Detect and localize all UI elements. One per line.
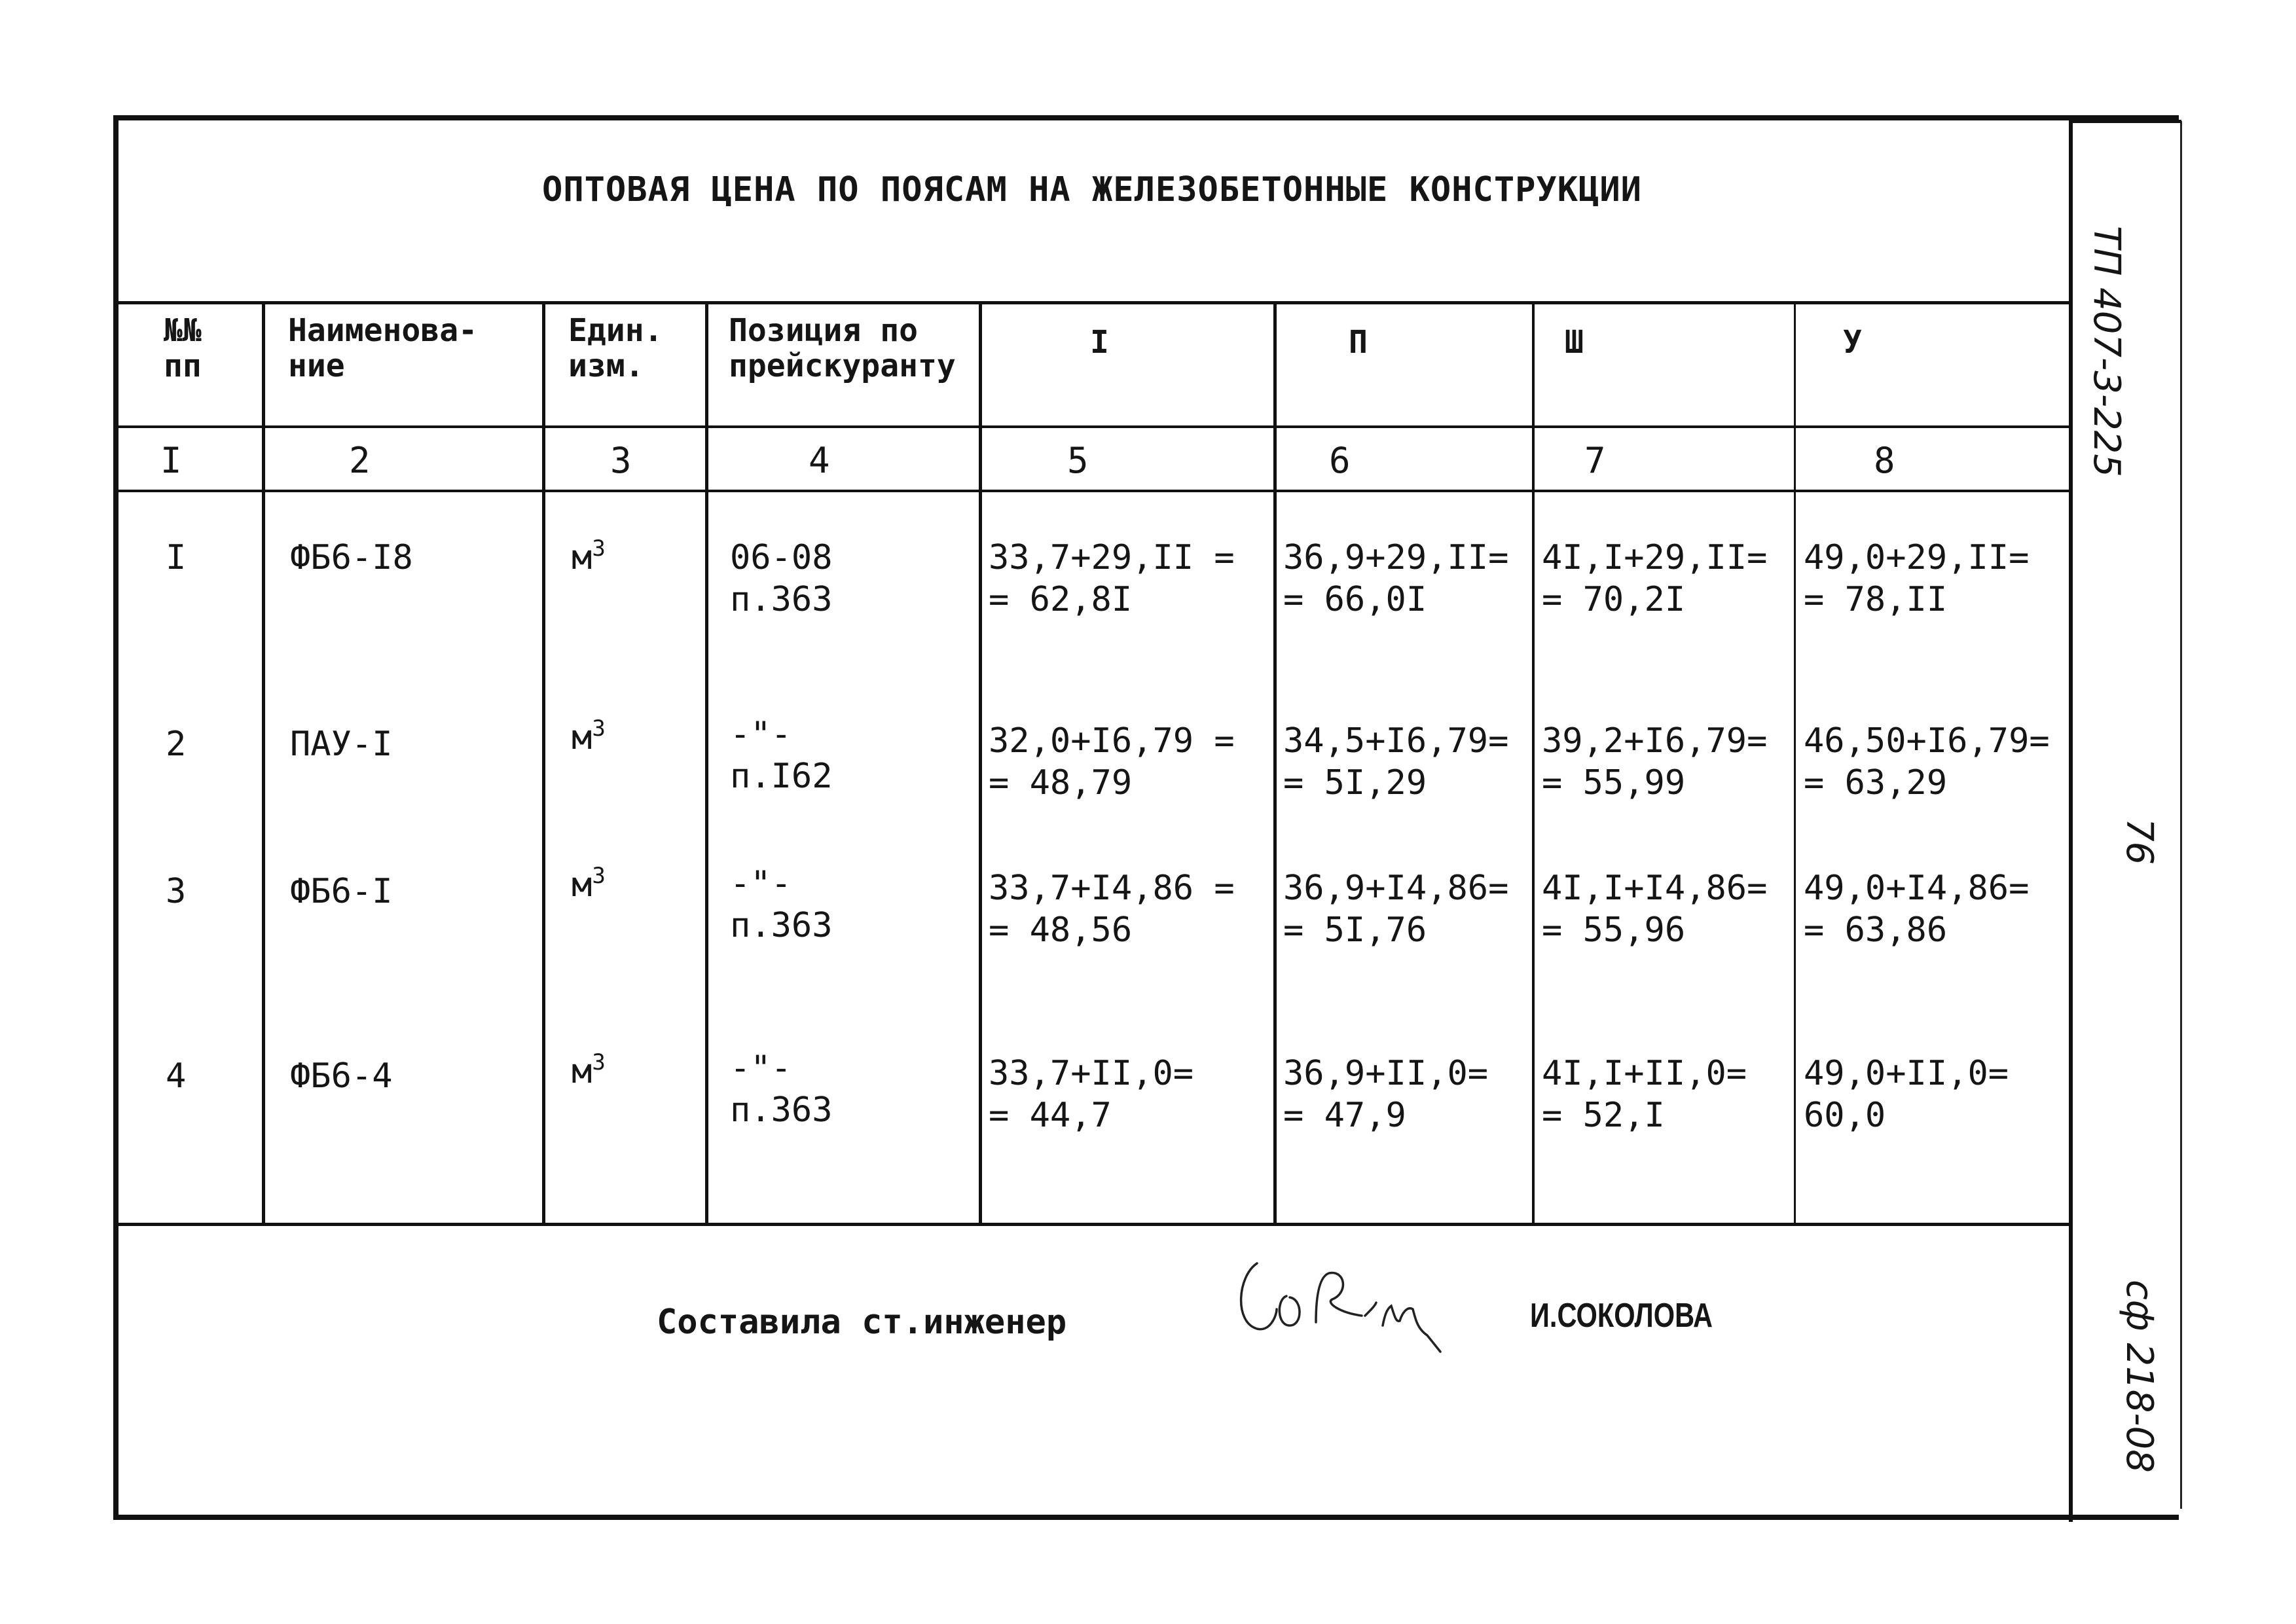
header-bottom-line: [118, 425, 2071, 428]
col-divider-2: [542, 301, 545, 1225]
row-3-position: -"- п.363: [730, 864, 833, 945]
row-2-num: 2: [166, 725, 187, 764]
row-3-zone-2: 36,9+I4,86= = 5I,76: [1283, 869, 1509, 950]
col-number-8: 8: [1874, 440, 1895, 481]
header-num: №№ пп: [164, 312, 202, 384]
stamp-edge: [2180, 121, 2182, 1509]
row-3-name: ФБ6-I: [290, 872, 393, 911]
row-1-zone-4: 49,0+29,II= = 78,II: [1804, 538, 2030, 619]
row-3-zone-4: 49,0+I4,86= = 63,86: [1804, 869, 2030, 950]
header-zone-1: I: [1090, 324, 1109, 361]
signature: [1231, 1237, 1493, 1381]
col-number-1: I: [160, 440, 182, 481]
header-zone-4: У: [1843, 324, 1862, 361]
header-name: Наименова- ние: [288, 312, 477, 384]
col-divider-6: [1532, 301, 1535, 1225]
row-3-zone-3: 4I,I+I4,86= = 55,96: [1542, 869, 1768, 950]
row-1-zone-3: 4I,I+29,II= = 70,2I: [1542, 538, 1768, 619]
stamp-divider: [2069, 121, 2073, 1522]
side-code-top: ТП 407-3-225: [2085, 226, 2128, 477]
header-zone-3: Ш: [1565, 324, 1584, 361]
row-2-zone-4: 46,50+I6,79= = 63,29: [1804, 721, 2050, 803]
row-1-zone-1: 33,7+29,II = = 62,8I: [989, 538, 1235, 619]
row-1-num: I: [166, 538, 187, 577]
row-4-zone-1: 33,7+II,0= = 44,7: [989, 1054, 1194, 1135]
row-4-num: 4: [166, 1056, 187, 1096]
row-1-position: 06-08 п.363: [730, 538, 833, 619]
col-divider-7: [1794, 301, 1796, 1225]
col-number-5: 5: [1067, 440, 1089, 481]
row-4-unit: $м^3$: [572, 1049, 606, 1091]
row-2-unit: $м^3$: [572, 715, 606, 757]
header-zone-2: П: [1349, 324, 1368, 361]
row-1-unit: $м^3$: [572, 535, 606, 577]
row-3-unit: $м^3$: [572, 863, 606, 905]
side-code-bottom: сф 218-08: [2118, 1280, 2160, 1473]
col-number-7: 7: [1584, 440, 1606, 481]
compiled-by-label: Составила ст.инженер: [657, 1303, 1067, 1342]
row-3-num: 3: [166, 872, 187, 911]
row-3-zone-1: 33,7+I4,86 = = 48,56: [989, 869, 1235, 950]
table-bottom-line: [118, 1223, 2071, 1226]
col-number-6: 6: [1329, 440, 1351, 481]
table-top-line: [118, 301, 2071, 304]
frame-top-extension: [2069, 120, 2181, 123]
header-unit: Един. изм.: [568, 312, 663, 384]
row-4-zone-3: 4I,I+II,0= = 52,I: [1542, 1054, 1747, 1135]
header-position: Позиция по прейскуранту: [729, 312, 956, 384]
col-divider-3: [705, 301, 708, 1225]
numbers-bottom-line: [118, 490, 2071, 492]
col-divider-1: [262, 301, 265, 1225]
col-divider-4: [979, 301, 982, 1225]
col-number-2: 2: [349, 440, 371, 481]
col-number-3: 3: [610, 440, 632, 481]
row-4-name: ФБ6-4: [290, 1056, 393, 1096]
col-number-4: 4: [809, 440, 830, 481]
row-2-zone-1: 32,0+I6,79 = = 48,79: [989, 721, 1235, 803]
row-2-name: ПАУ-I: [290, 725, 393, 764]
document-title: ОПТОВАЯ ЦЕНА ПО ПОЯСАМ НА ЖЕЛЕЗОБЕТОННЫЕ КОНСТРУКЦИИ: [542, 170, 1642, 209]
col-divider-5: [1273, 301, 1277, 1225]
compiler-name: И.СОКОЛОВА: [1530, 1297, 1713, 1335]
row-4-zone-4: 49,0+II,0= 60,0: [1804, 1054, 2009, 1135]
row-4-position: -"- п.363: [730, 1049, 833, 1130]
row-1-zone-2: 36,9+29,II= = 66,0I: [1283, 538, 1509, 619]
row-2-position: -"- п.I62: [730, 715, 833, 796]
row-2-zone-2: 34,5+I6,79= = 5I,29: [1283, 721, 1509, 803]
side-page-number: 76: [2118, 818, 2160, 865]
row-1-name: ФБ6-I8: [290, 538, 413, 577]
row-4-zone-2: 36,9+II,0= = 47,9: [1283, 1054, 1489, 1135]
row-2-zone-3: 39,2+I6,79= = 55,99: [1542, 721, 1768, 803]
